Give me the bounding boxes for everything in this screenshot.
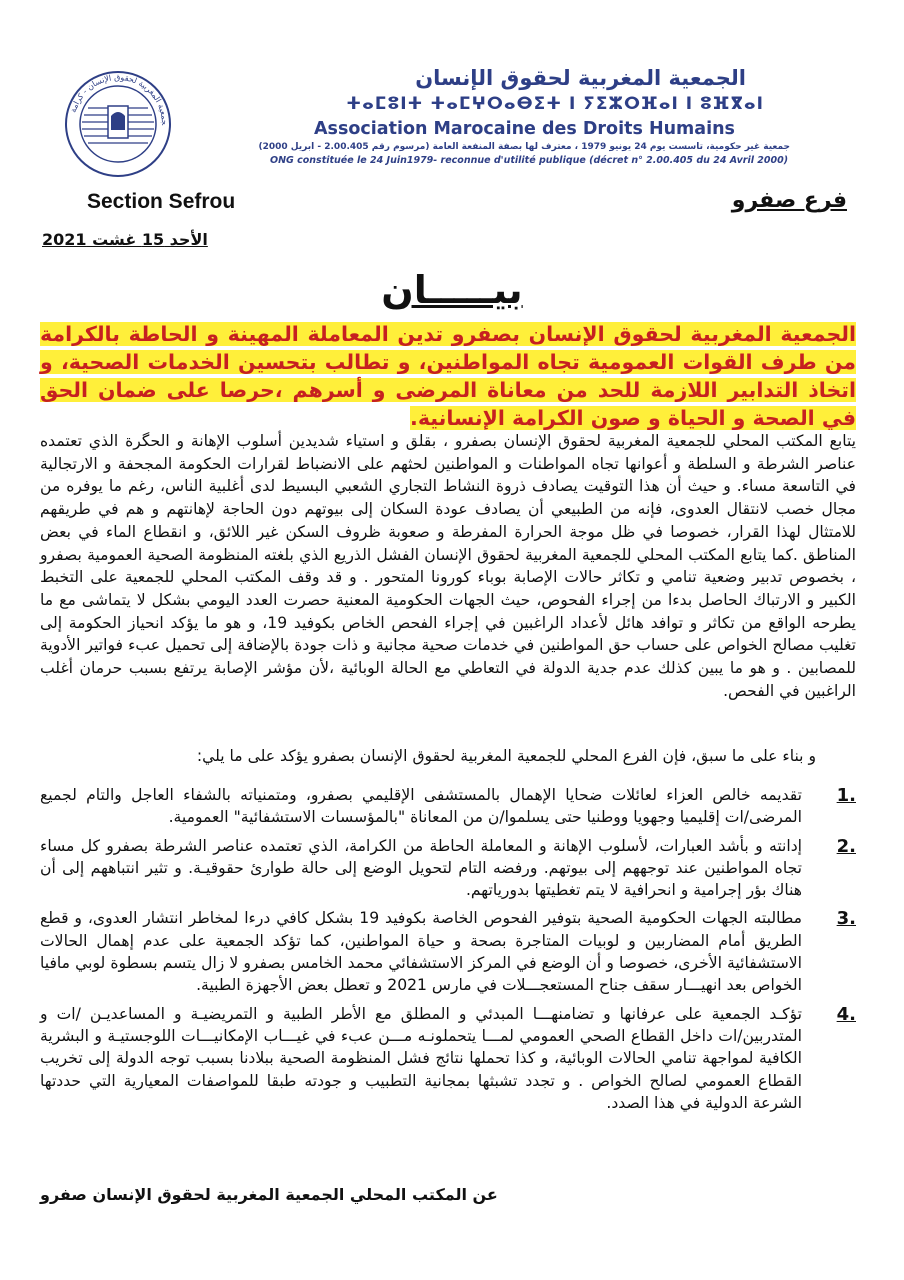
section-name-fr: Section Sefrou <box>87 190 236 213</box>
document-title: بيـــــان <box>381 268 523 312</box>
headline-text: الجمعية المغربية لحقوق الإنسان بصفرو تدين المعاملة المهينة و الحاطة بالكرامة من طرف القوات العمومية تجاه المواطنين، و تطالب بتحسين الخدمات الصحية، و اتخاذ التدابير اللازمة للحد من معاناة المرضى و أسرهم ،حرصا على ضمان الحق في الصحة و الحياة و صون الكرامة الإنسانية. <box>40 322 856 430</box>
legal-notice-fr: ONG constituée le 24 Juin1979- reconnue d'utilité publique (décret n° 2.00.405 du 24 Avril 2000) <box>270 155 789 166</box>
association-name-fr: Association Marocaine des Droits Humains <box>314 119 735 139</box>
amdh-logo <box>62 68 174 180</box>
list-item <box>40 907 856 996</box>
signature: عن المكتب المحلي الجمعية المغربية لحقوق الإنسان صفرو <box>40 1185 498 1204</box>
headline <box>40 320 856 432</box>
demands-list <box>40 784 856 1120</box>
item-text: تؤكـد الجمعية على عرفانها و تضامنهـــا المبدئي و المطلق مع الأطر الطبية و التمريضيـة و المساعديـن /ات و المتدربين/ات داخل القطاع الصحي العمومي لمـــا يتحملونـه مـــن عبء في غيـــاب الإمكانيـــات اللوجستيـة و البشرية الكافية لمواجهة تنامي الحالات الوبائية، و كذا تحملها نتائج فشل المنظومة الصحية ببلادنا بسبب توجه الدولة إلى تخريب القطاع العمومي لصالح الخواص . و تجدد تشبثها بمجانية التطبيب و جودته طبقا للمواصفات المعيارية التي حددتها الشرعة الدولية في هذا الصدد. <box>40 1004 802 1112</box>
body-paragraph: يتابع المكتب المحلي للجمعية المغربية لحقوق الإنسان بصفرو ، بقلق و استياء شديدين أسلوب الإهانة و الحگرة الذي تعتمده عناصر الشرطة و السلطة و أعوانها تجاه المواطنات و المواطنين لحثهم على الانضباط لقرارات الحكومة المجحفة و الارتجالية في التاسعة مساء. و حيث أن هذا التوقيت يصادف ذروة النشاط التجاري الشعبي البسيط لدى أغلبية الناس، رغم ما يوفره من مجال خصب لانتقال العدوى، فإنه من الطبيعي أن يصادف عودة السكان إلى بيوتهم دون الحاجة لإهانتهم و هم في طريقهم للامتثال لهذا القرار، خصوصا في ظل موجة الحرارة المفرطة و صعوبة ظروف السكن غير اللائق، و انقطاع الماء في بعض المناطق .كما يتابع المكتب المحلي للجمعية المغربية لحقوق الإنسان الفشل الذريع الذي بلغته المنظومة الصحية العمومية بصفرو ، بخصوص تدبير وضعية تنامي و تكاثر حالات الإصابة بوباء كورونا المتحور . و قد وقف المكتب المحلي للجمعية على التخبط الكبير و الارتباك الحاصل بدءا من إجراء الفحوص، حيث الجهات الحكومية المعنية حصرت العدد اليومي بشكل لا يتماشى مع ما يطرحه الواقع من تكاثر و توافد هائل لأعداد الراغبين في إجراء الفحص الخاص بكوفيد 19، و هو ما يؤكد انحياز الحكومة إلى تغليب مصالح الخواص على حساب حق المواطنين في خدمات صحية مجانية و ذات جودة بالإضافة إلى تحميل عبء فواتير الأدوية للمصابين . و هو ما يبين كذلك عدم جدية الدولة في التعاطي مع الحالة الوبائية ،لأن مؤشر الإصابة يرتفع بسبب حرمان أغلب الراغبين في الفحص. <box>40 432 856 700</box>
legal-notice-ar: جمعية غير حكومية، تأسست يوم 24 يونيو 1979 ، معترف لها بصفة المنفعة العامة (مرسوم رقم 2.00.405 - أبريل 2000) <box>258 142 790 152</box>
list-item <box>40 784 856 829</box>
association-name-tifinagh: ⵜⴰⵎⵓⵏⵜ ⵜⴰⵎⵖⵔⴰⴱⵉⵜ ⵏ ⵢⵉⵣⵔⴼⴰⵏ ⵏ ⵓⴼⴳⴰⵏ <box>346 94 764 114</box>
item-number: 2. <box>836 835 856 857</box>
list-item <box>40 1003 856 1114</box>
association-name-ar: الجمعية المغربية لحقوق الإنسان <box>415 66 746 90</box>
document-date: الأحد 15 غشت 2021 <box>42 230 208 249</box>
list-item <box>40 835 856 902</box>
section-name-ar: فرع صفرو <box>731 188 847 213</box>
item-number: 4. <box>836 1003 856 1025</box>
item-number: 1. <box>836 785 856 806</box>
item-number: 3. <box>836 908 856 930</box>
item-text: مطالبته الجهات الحكومية الصحية بتوفير الفحوص الخاصة بكوفيد 19 بشكل كافي درءا لمخاطر انتشار العدوى، و قطع الطريق أمام المضاربين و لوبيات المتاجرة بصحة و حياة المواطنين، كما تؤكد الجمعية على عدم إهمال الحالات الاستشفائية الأخرى، خصوصا و أن الوضع في المركز الاستشفائي محمد الخامس بصفرو لا زال يتسم بسطوة لوبي مافيا الخواص بعد انهيـــار سقف جناح المستعجـــلات في مارس 2021 و تعطل بعض الأجهزة الطبية. <box>40 909 802 995</box>
lead-sentence: و بناء على ما سبق، فإن الفرع المحلي للجمعية المغربية لحقوق الإنسان بصفرو يؤكد على ما يلي: <box>196 747 816 765</box>
item-text: إدانته و بأشد العبارات، لأسلوب الإهانة و المعاملة الحاطة من الكرامة، الذي تعتمده عناصر الشرطة بصفرو كل مساء تجاه المواطنين عند توجههم إلى بيوتهم. ورفضه التام لتحويل الوضع إلى حالة طوارئ حقوقيـة. و تثير انتباههم إلى أن هناك بؤر إجرامية و انحرافية لا يتم تغطيتها بدورياتهم. <box>40 836 802 900</box>
item-text: تقديمه خالص العزاء لعائلات ضحايا الإهمال بالمستشفى الإقليمي بصفرو، ومتمنياته بالشفاء العاجل والتام لجميع المرضى/ات إقليميا وجهويا ووطنيا حتى يسلموا/ن من المعاناة "بالمؤسسات الاستشفائية" العمومية. <box>40 786 802 827</box>
svg-text:الجمعية المغربية لحقوق الإنسان: جمعية المغربية لحقوق الإنسان - كرامة <box>68 72 170 126</box>
